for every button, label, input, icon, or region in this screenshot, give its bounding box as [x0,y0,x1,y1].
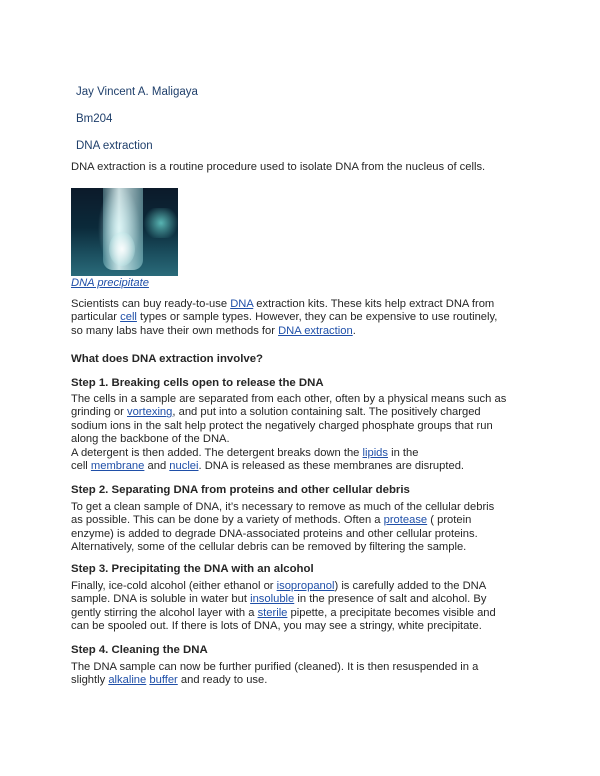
text: . DNA is released as these membranes are disrupted. [198,460,465,473]
author-name: Jay Vincent A. Maligaya [76,86,198,98]
link-isopropanol[interactable]: isopropanol [276,580,335,592]
text: Finally, ice-cold alcohol (either ethanol or [71,580,277,592]
text: pipette, a precipitate becomes visible and [287,606,496,619]
step3-paragraph [71,580,541,634]
text: along the backbone of the DNA. [71,433,230,446]
link-sterile[interactable]: sterile [257,606,288,619]
course-code: Bm204 [76,113,113,125]
link-nuclei[interactable]: nuclei [169,460,199,473]
link-buffer[interactable]: buffer [149,674,178,687]
text: The DNA sample can now be further purified (cleaned). It is then resuspended in a [71,661,479,673]
text: ) is carefully added to the DNA [334,580,487,592]
text: , and put into a solution containing salt. The positively charged [172,406,481,419]
text: extraction kits. These kits help extract DNA from [253,298,495,310]
step3-heading: Step 3. Precipitating the DNA with an alcohol [71,563,314,575]
text: and [144,460,170,473]
link-protease[interactable]: protease [383,514,428,527]
text: sample. DNA is soluble in water but [71,593,251,606]
step2-heading: Step 2. Separating DNA from proteins and other cellular debris [71,484,410,496]
link-membrane[interactable]: membrane [90,460,145,473]
figure-caption-link[interactable]: DNA precipitate [71,277,149,289]
text: To get a clean sample of DNA, it’s necessary to remove as much of the cellular debris [71,501,495,513]
text: sodium ions in the salt help protect the negatively charged phosphate groups that run [71,419,493,432]
text: particular [71,311,121,324]
text: in the presence of salt and alcohol. By [294,593,487,606]
dna-precipitate-photo [71,188,178,276]
text: Scientists can buy ready-to-use [71,298,231,310]
text: types or sample types. However, they can be expensive to use routinely, [136,311,498,324]
kits-paragraph [71,298,541,338]
link-insoluble[interactable]: insoluble [250,593,295,606]
text: cell [71,460,91,473]
document-title: DNA extraction [76,140,153,152]
text: grinding or [71,406,127,419]
text: . [352,324,356,337]
text: can be spooled out. If there is lots of DNA, you may see a stringy, white precipitate. [71,620,482,633]
link-dna-extraction[interactable]: DNA extraction [278,324,353,337]
text: and ready to use. [177,674,268,687]
text: A detergent is then added. The detergent breaks down the [71,446,363,459]
step1-paragraph [71,393,541,473]
intro-paragraph: DNA extraction is a routine procedure used to isolate DNA from the nucleus of cells. [71,161,486,173]
text: as possible. This can be done by a variety of methods. Often a [71,514,384,527]
text: slightly [71,674,109,687]
text: gently stirring the alcohol layer with a [71,606,258,619]
link-dna[interactable]: DNA [230,298,254,310]
link-vortexing[interactable]: vortexing [126,406,173,419]
step1-heading: Step 1. Breaking cells open to release the DNA [71,377,324,389]
text: in the [388,446,419,459]
link-lipids[interactable]: lipids [362,446,388,459]
step4-paragraph [71,661,541,688]
step2-paragraph [71,501,541,555]
link-cell[interactable]: cell [120,311,137,324]
step4-heading: Step 4. Cleaning the DNA [71,644,208,656]
text: so many labs have their own methods for [71,324,279,337]
text: ( protein [427,514,472,527]
link-alkaline[interactable]: alkaline [108,674,147,687]
text: The cells in a sample are separated from each other, often by a physical means such as [71,393,507,405]
text: Alternatively, some of the cellular debris can be removed by filtering the sample. [71,541,467,554]
text: enzyme) is added to degrade DNA-associated proteins and other cellular proteins. [71,527,478,540]
section-heading: What does DNA extraction involve? [71,353,263,365]
